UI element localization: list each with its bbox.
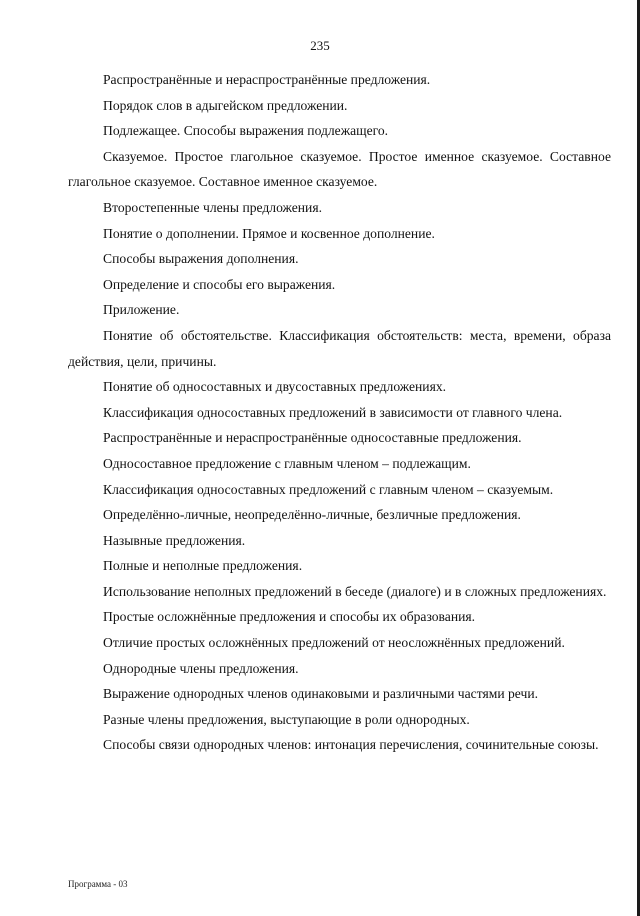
paragraph: Классификация односоставных предложений с главным членом – сказуемым.: [103, 481, 554, 497]
paragraph: Определение и способы его выражения.: [103, 276, 336, 292]
paragraph: Распространённые и нераспространённые односоставные предложения.: [103, 430, 522, 446]
paragraph: Второстепенные члены предложения.: [103, 199, 322, 215]
paragraph: Порядок слов в адыгейском предложении.: [103, 97, 348, 113]
paragraph: Понятие об односоставных и двусоставных предложениях.: [103, 379, 447, 395]
page-number: 235: [310, 38, 330, 53]
paragraph: Способы связи однородных членов: интонация перечисления, сочинительные союзы.: [103, 737, 599, 753]
paragraph: Однородные члены предложения.: [103, 660, 299, 676]
paragraph: Понятие об обстоятельстве. Классификация обстоятельств: места, времени, образа действия, цели, причины.: [68, 327, 611, 369]
paragraph: Разные члены предложения, выступающие в роли однородных.: [103, 711, 470, 727]
document-body: [68, 67, 611, 758]
paragraph: Приложение.: [103, 302, 180, 318]
paragraph: Понятие о дополнении. Прямое и косвенное дополнение.: [103, 225, 435, 241]
paragraph: Определённо-личные, неопределённо-личные, безличные предложения.: [103, 507, 521, 523]
paragraph: Выражение однородных членов одинаковыми и различными частями речи.: [103, 686, 539, 702]
paragraph: Сказуемое. Простое глагольное сказуемое. Простое именное сказуемое. Составное глагольное сказуемое. Составное именное сказуемое.: [68, 148, 611, 190]
paragraph: Использование неполных предложений в беседе (диалоге) и в сложных предложениях.: [103, 583, 607, 599]
paragraph: Способы выражения дополнения.: [103, 251, 299, 267]
paragraph: Подлежащее. Способы выражения подлежащего.: [103, 123, 389, 139]
paragraph: Отличие простых осложнённых предложений от неосложнённых предложений.: [103, 635, 565, 651]
footer-label: Программа - 03: [68, 879, 128, 889]
paragraph: Полные и неполные предложения.: [103, 558, 303, 574]
paragraph: Односоставное предложение с главным членом – подлежащим.: [103, 455, 471, 471]
paragraph: Распространённые и нераспространённые предложения.: [103, 72, 431, 87]
paragraph: Классификация односоставных предложений в зависимости от главного члена.: [103, 404, 563, 420]
paragraph: Назывные предложения.: [103, 532, 246, 548]
paragraph: Простые осложнённые предложения и способы их образования.: [103, 609, 476, 625]
